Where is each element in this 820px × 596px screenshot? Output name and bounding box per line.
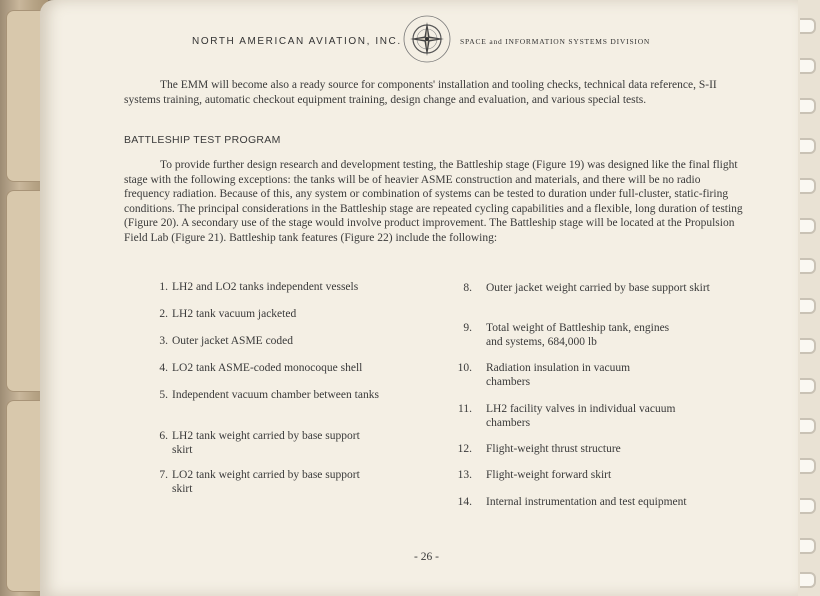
list-number: 8. <box>463 282 472 294</box>
list-text: Independent vacuum chamber between tanks <box>172 389 379 401</box>
binding-ring <box>800 138 816 154</box>
list-text: LO2 tank ASME-coded monocoque shell <box>172 362 363 374</box>
binding-ring <box>800 98 816 114</box>
list-text: Flight-weight forward skirt <box>486 469 612 481</box>
list-number: 9. <box>463 322 472 334</box>
binding-ring <box>800 298 816 314</box>
list-number: 14. <box>457 496 472 508</box>
binding-ring <box>800 58 816 74</box>
binding-ring <box>800 178 816 194</box>
binding-ring <box>800 218 816 234</box>
list-number: 11. <box>458 403 472 415</box>
list-number: 12. <box>457 443 472 455</box>
binding-ring <box>800 498 816 514</box>
intro-paragraph: The EMM will become also a ready source for components' installation and tooling checks, technical data reference, S-II systems training, automatic checkout equipment training, design change and evaluation, and various special tests. <box>124 79 717 106</box>
compass-logo-icon <box>402 14 452 64</box>
list-number: 7. <box>159 469 168 481</box>
section-heading: BATTLESHIP TEST PROGRAM <box>124 134 281 146</box>
list-text: Internal instrumentation and test equipment <box>486 496 687 508</box>
list-text: Outer jacket ASME coded <box>172 335 294 347</box>
page-header <box>148 12 688 66</box>
list-text: Total weight of Battleship tank, engines and systems, 684,000 lb <box>486 322 670 348</box>
binding-ring <box>800 458 816 474</box>
list-number: 5. <box>159 389 168 401</box>
binding-ring <box>800 18 816 34</box>
list-number: 13. <box>457 469 472 481</box>
company-name: NORTH AMERICAN AVIATION, INC. <box>192 36 402 47</box>
binding-ring <box>800 418 816 434</box>
list-text: LH2 and LO2 tanks independent vessels <box>172 281 359 293</box>
list-number: 6. <box>159 430 168 442</box>
binding-ring <box>800 538 816 554</box>
list-number: 1. <box>159 281 168 293</box>
list-text: Flight-weight thrust structure <box>486 443 621 455</box>
spiral-binding <box>798 0 820 596</box>
list-number: 3. <box>159 335 168 347</box>
list-text: LO2 tank weight carried by base support skirt <box>172 469 360 495</box>
binding-ring <box>800 572 816 588</box>
page-number: - 26 - <box>414 551 439 563</box>
binding-ring <box>800 258 816 274</box>
section-paragraph: To provide further design research and development testing, the Battleship stage (Figure 19) was designed like the final flight stage with the following exceptions: the tanks will be of heavier ASME construction and materials, and there will be no radio frequency radiation. Because of this, any system or combination of systems can be tested to duration under full-cluster, static-firing conditions. The principal considerations in the Battleship stage are repeated cycling capabilities and a flexible, long duration of testing (Figure 20). A secondary use of the stage would involve product improvement. The Battleship stage will be located at the Propulsion Field Lab (Figure 21). Battleship tank features (Figure 22) include the following: <box>124 159 743 244</box>
list-number: 4. <box>159 362 168 374</box>
list-number: 2. <box>159 308 168 320</box>
binding-ring <box>800 338 816 354</box>
list-text: Radiation insulation in vacuum chambers <box>486 362 631 388</box>
list-text: LH2 tank vacuum jacketed <box>172 308 297 320</box>
list-text: Outer jacket weight carried by base support skirt <box>486 282 710 294</box>
binding-ring <box>800 378 816 394</box>
list-text: LH2 facility valves in individual vacuum chambers <box>486 403 676 429</box>
division-name: SPACE and INFORMATION SYSTEMS DIVISION <box>460 37 651 46</box>
list-number: 10. <box>457 362 472 374</box>
list-text: LH2 tank weight carried by base support skirt <box>172 430 360 456</box>
